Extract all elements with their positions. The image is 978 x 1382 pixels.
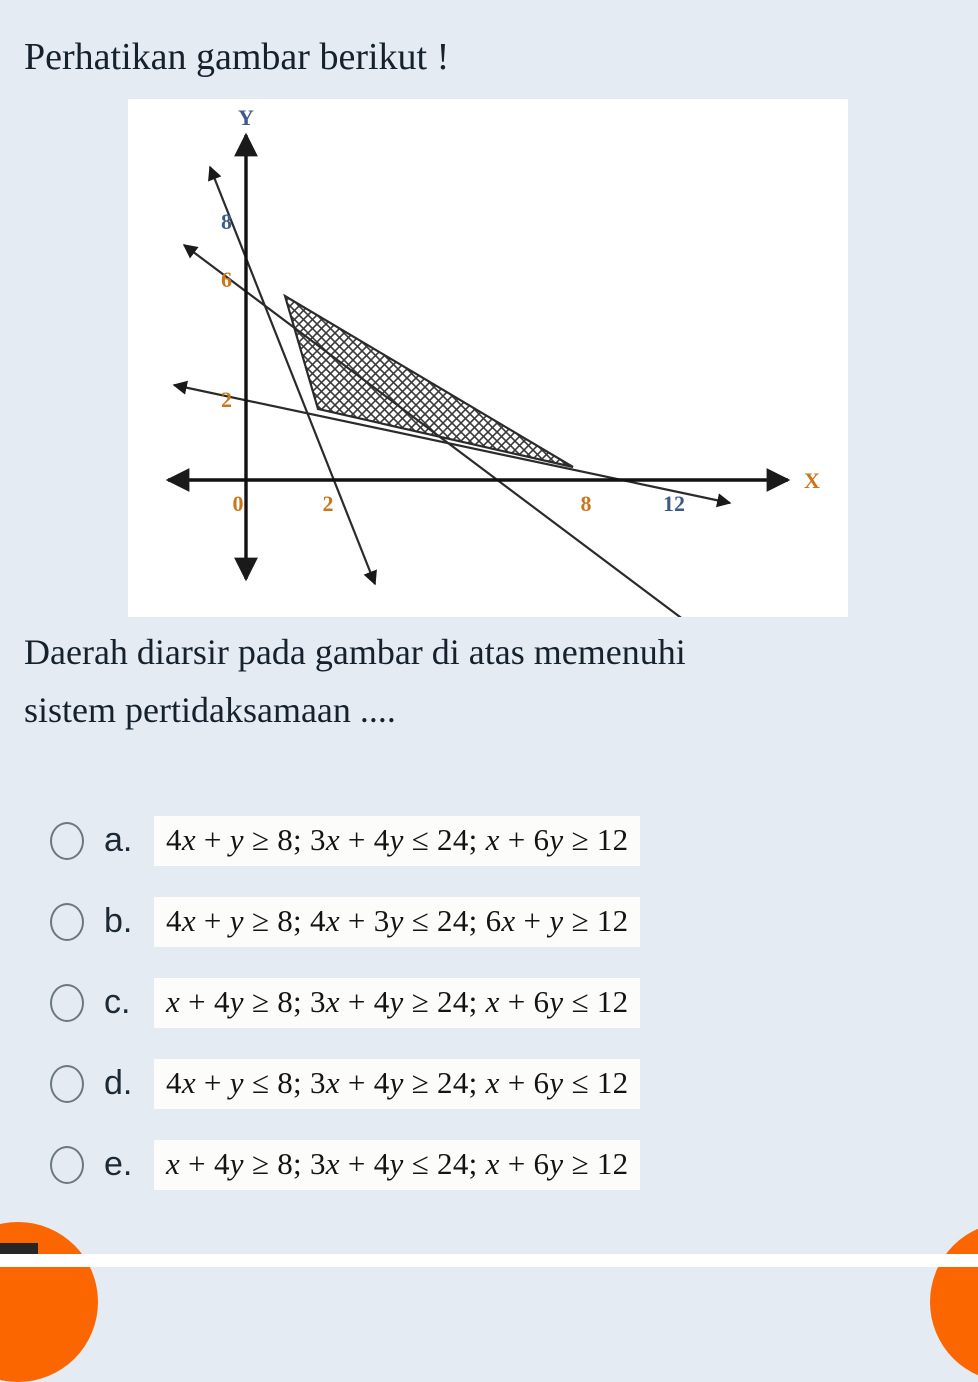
x-axis-label: X <box>804 468 820 493</box>
option-formula-d: 4x + y ≤ 8; 3x + 4y ≥ 24; x + 6y ≤ 12 <box>154 1059 640 1109</box>
option-row-a[interactable] <box>0 800 978 881</box>
coordinate-graph <box>128 99 848 617</box>
radio-button-c[interactable] <box>50 984 84 1022</box>
y-tick-6: 6 <box>221 267 232 292</box>
option-letter-c: c. <box>104 983 131 1021</box>
option-formula-e: x + 4y ≥ 8; 3x + 4y ≤ 24; x + 6y ≥ 12 <box>154 1140 640 1190</box>
option-letter-e: e. <box>104 1145 133 1183</box>
x-tick-2: 2 <box>322 491 334 516</box>
option-row-d[interactable] <box>0 1043 978 1124</box>
option-row-c[interactable] <box>0 962 978 1043</box>
decorative-circle-right <box>930 1222 978 1382</box>
radio-button-d[interactable] <box>50 1065 84 1103</box>
option-letter-a: a. <box>104 821 133 859</box>
option-letter-b: b. <box>104 902 133 940</box>
option-row-e[interactable] <box>0 1124 978 1205</box>
figure-panel <box>128 99 848 617</box>
y-tick-8: 8 <box>221 209 232 234</box>
radio-button-b[interactable] <box>50 903 84 941</box>
option-letter-d: d. <box>104 1064 133 1102</box>
option-formula-b: 4x + y ≥ 8; 4x + 3y ≤ 24; 6x + y ≥ 12 <box>154 897 640 947</box>
options-list <box>0 800 978 1205</box>
x-tick-12: 12 <box>663 491 685 516</box>
y-axis-label: Y <box>238 105 254 130</box>
question-line-2: sistem pertidaksamaan .... <box>24 690 396 730</box>
origin-label: 0 <box>232 491 244 516</box>
radio-button-e[interactable] <box>50 1146 84 1184</box>
question-line-1: Daerah diarsir pada gambar di atas memenuhi <box>24 632 686 672</box>
option-row-b[interactable] <box>0 881 978 962</box>
shaded-region <box>285 296 573 467</box>
y-tick-2: 2 <box>221 387 232 412</box>
bottom-strip <box>0 1254 978 1267</box>
option-formula-c: x + 4y ≥ 8; 3x + 4y ≥ 24; x + 6y ≤ 12 <box>154 978 640 1028</box>
radio-button-a[interactable] <box>50 822 84 860</box>
page-title: Perhatikan gambar berikut ! <box>24 36 450 78</box>
option-formula-a: 4x + y ≥ 8; 3x + 4y ≤ 24; x + 6y ≥ 12 <box>154 816 640 866</box>
question-text <box>24 623 964 739</box>
x-tick-8: 8 <box>580 491 592 516</box>
